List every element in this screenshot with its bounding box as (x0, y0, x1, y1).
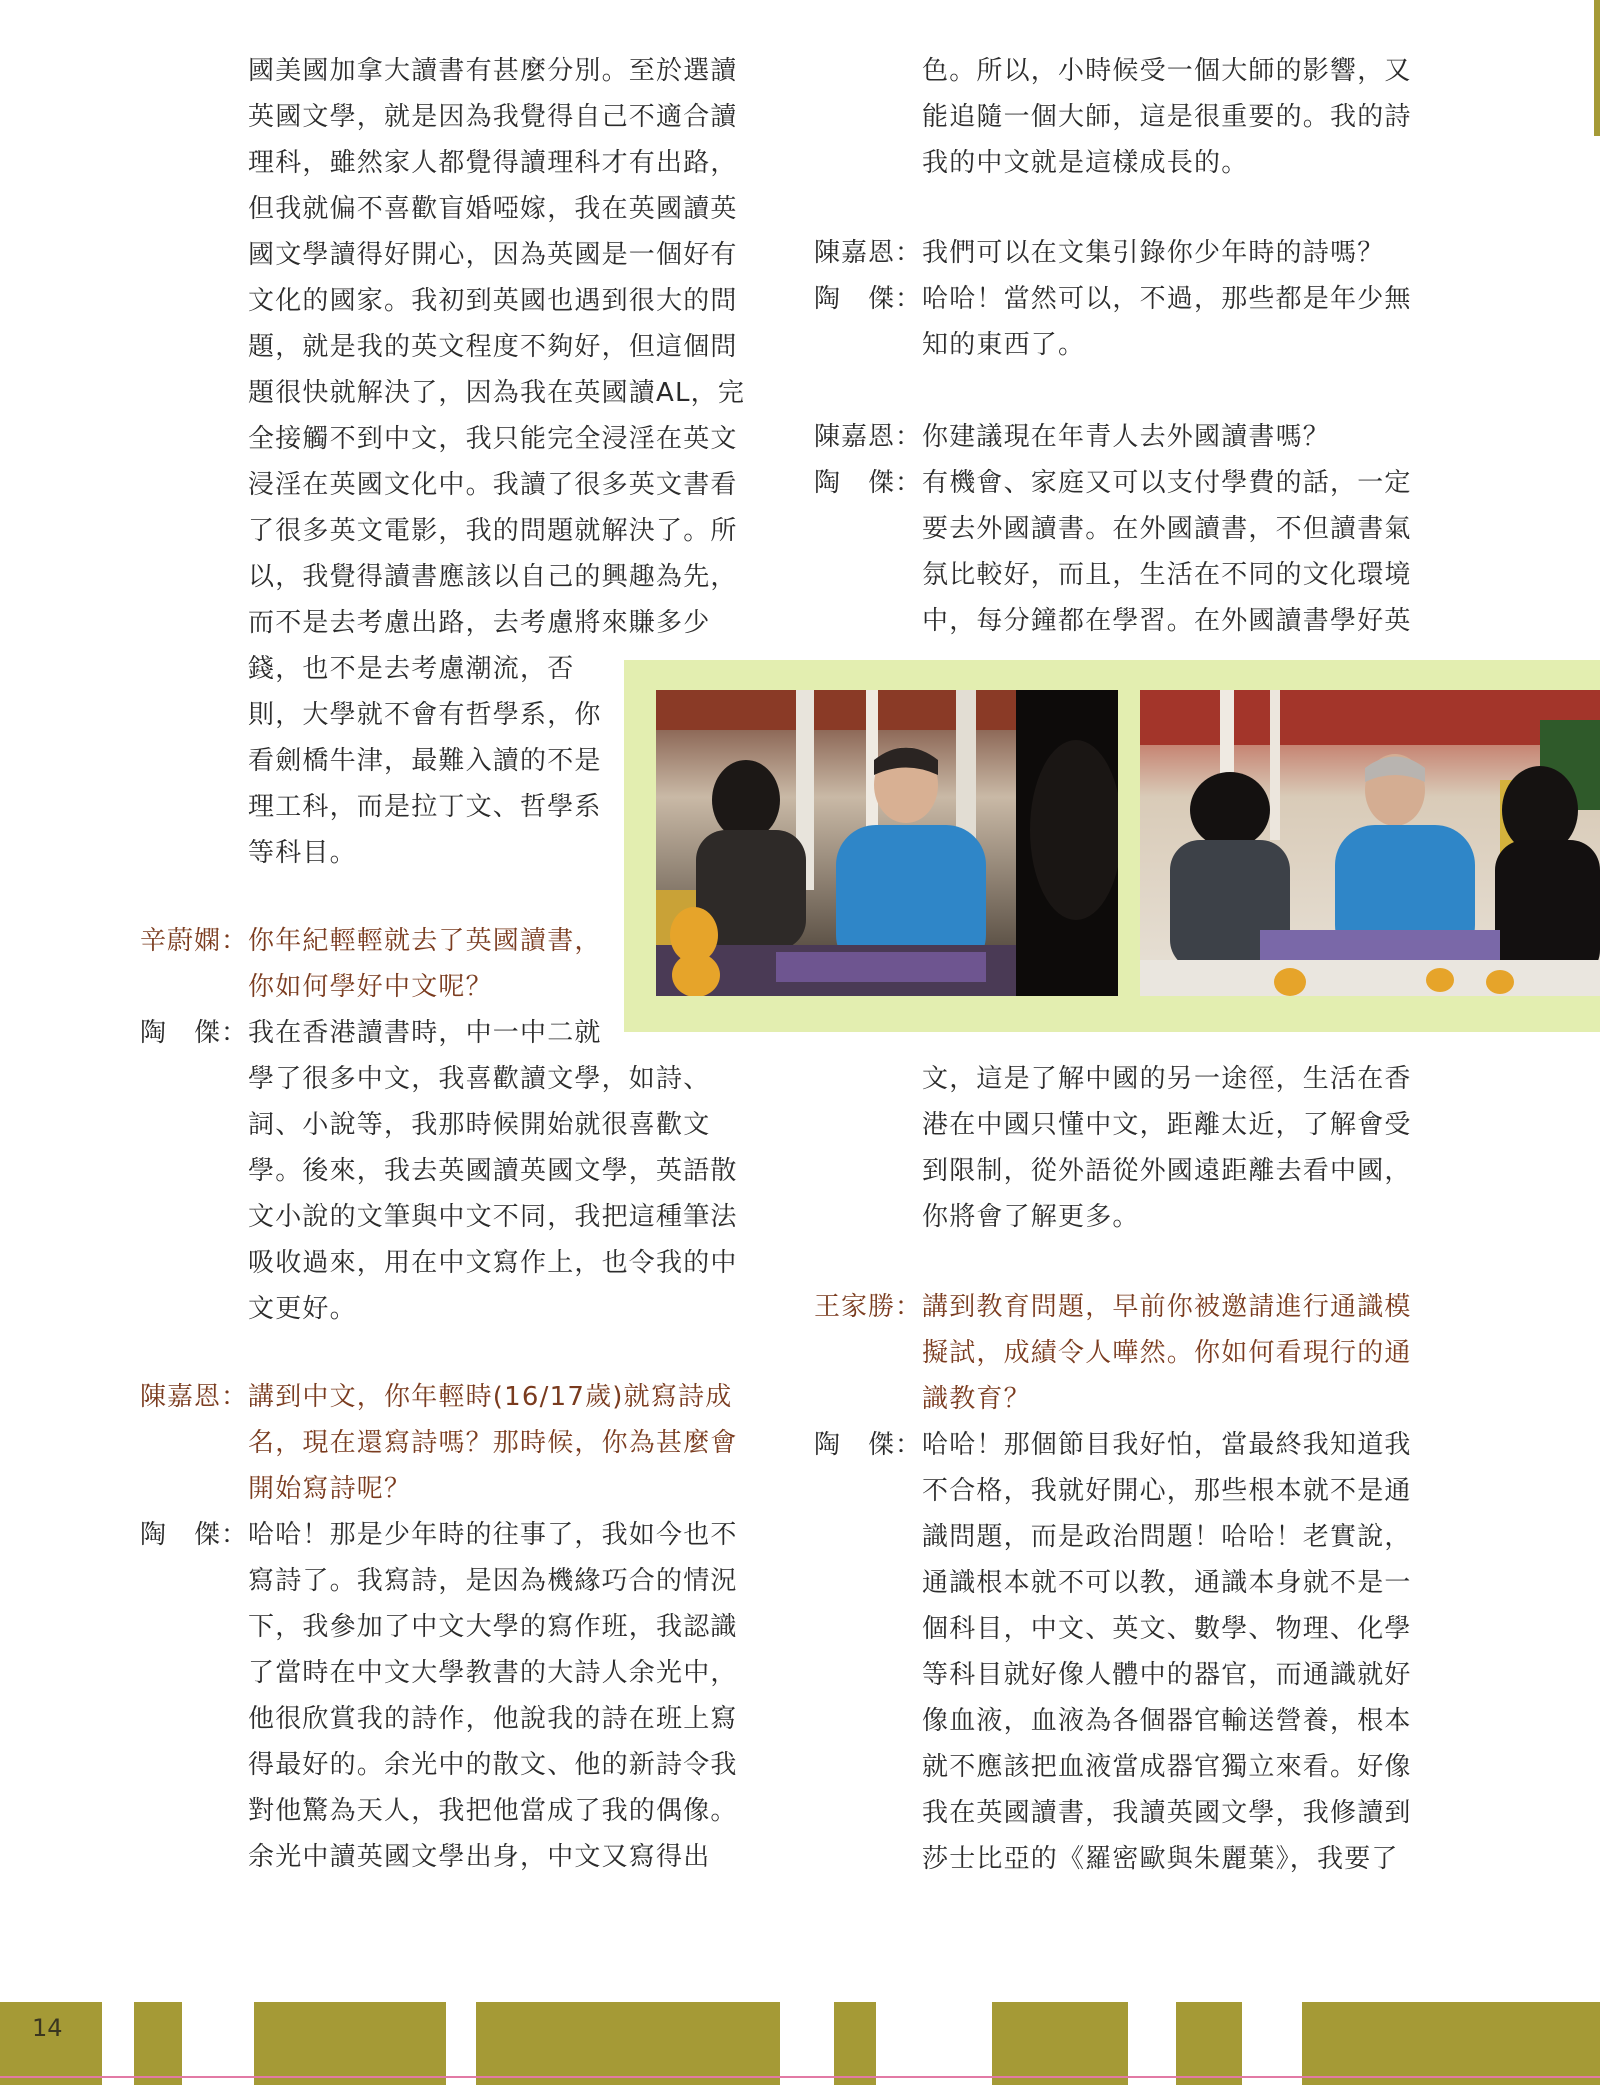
footer-rule (0, 2076, 1600, 2078)
answer-line: 對他驚為天人，我把他當成了我的偶像。 (248, 1796, 738, 1826)
question-line: 你年紀輕輕就去了英國讀書， (248, 926, 602, 956)
speaker-label: 陶 傑： (140, 1520, 249, 1550)
body-line: 但我就偏不喜歡盲婚啞嫁，我在英國讀英 (248, 194, 738, 224)
answer-line: 像血液，血液為各個器官輸送營養，根本 (922, 1706, 1412, 1736)
question-line: 識教育？ (922, 1384, 1031, 1414)
answer-line: 你將會了解更多。 (922, 1202, 1140, 1232)
speaker-label: 陶 傑： (140, 1018, 249, 1048)
answer-line: 有機會、家庭又可以支付學費的話，一定 (922, 468, 1412, 498)
answer-line: 就不應該把血液當成器官獨立來看。好像 (922, 1752, 1412, 1782)
speaker-label: 陳嘉恩： (814, 238, 923, 268)
footer-block-4 (476, 2002, 780, 2085)
body-line: 看劍橋牛津，最難入讀的不是 (248, 746, 602, 776)
body-line: 則，大學就不會有哲學系，你 (248, 700, 602, 730)
answer-line: 氛比較好，而且，生活在不同的文化環境 (922, 560, 1412, 590)
body-line: 題很快就解決了，因為我在英國讀AL，完 (248, 378, 746, 408)
speaker-label: 陶 傑： (814, 284, 923, 314)
answer-line: 詞、小說等，我那時候開始就很喜歡文 (248, 1110, 711, 1140)
speaker-label: 辛蔚嫻： (140, 926, 249, 956)
body-line: 國美國加拿大讀書有甚麼分別。至於選讀 (248, 56, 738, 86)
answer-line: 吸收過來，用在中文寫作上，也令我的中 (248, 1248, 738, 1278)
answer-line: 文，這是了解中國的另一途徑，生活在香 (922, 1064, 1412, 1094)
footer-block-7 (1176, 2002, 1242, 2085)
answer-line: 了當時在中文大學教書的大詩人余光中， (248, 1658, 738, 1688)
body-line: 全接觸不到中文，我只能完全浸淫在英文 (248, 424, 738, 454)
answer-line: 我在英國讀書，我讀英國文學，我修讀到 (922, 1798, 1412, 1828)
footer-block-2 (134, 2002, 182, 2085)
speaker-label: 王家勝： (814, 1292, 923, 1322)
question-line: 我們可以在文集引錄你少年時的詩嗎？ (922, 238, 1385, 268)
body-line: 理工科，而是拉丁文、哲學系 (248, 792, 602, 822)
photo-band (624, 660, 1600, 1032)
speaker-label: 陶 傑： (814, 1430, 923, 1460)
answer-line: 到限制，從外語從外國遠距離去看中國， (922, 1156, 1412, 1186)
answer-line: 中，每分鐘都在學習。在外國讀書學好英 (922, 606, 1412, 636)
answer-line: 哈哈！當然可以，不過，那些都是年少無 (922, 284, 1412, 314)
answer-line: 他很欣賞我的詩作，他說我的詩在班上寫 (248, 1704, 738, 1734)
footer-block-8 (1302, 2002, 1600, 2085)
answer-line: 學了很多中文，我喜歡讀文學，如詩、 (248, 1064, 711, 1094)
body-line: 國文學讀得好開心，因為英國是一個好有 (248, 240, 738, 270)
answer-line: 不合格，我就好開心，那些根本就不是通 (922, 1476, 1412, 1506)
body-line: 色。所以，小時候受一個大師的影響，又 (922, 56, 1412, 86)
right-edge-accent (1594, 0, 1600, 136)
answer-line: 哈哈！那是少年時的往事了，我如今也不 (248, 1520, 738, 1550)
answer-line: 通識根本就不可以教，通識本身就不是一 (922, 1568, 1412, 1598)
answer-line: 學。後來，我去英國讀英國文學，英語散 (248, 1156, 738, 1186)
answer-line: 余光中讀英國文學出身，中文又寫得出 (248, 1842, 711, 1872)
footer-block-3 (254, 2002, 446, 2085)
body-line: 能追隨一個大師，這是很重要的。我的詩 (922, 102, 1412, 132)
body-line: 以，我覺得讀書應該以自己的興趣為先， (248, 562, 738, 592)
question-line: 開始寫詩呢？ (248, 1474, 412, 1504)
body-line: 文化的國家。我初到英國也遇到很大的問 (248, 286, 738, 316)
answer-line: 知的東西了。 (922, 330, 1086, 360)
speaker-label: 陳嘉恩： (814, 422, 923, 452)
body-line: 而不是去考慮出路，去考慮將來賺多少 (248, 608, 711, 638)
speaker-label: 陳嘉恩： (140, 1382, 249, 1412)
interview-photo-left (656, 690, 1118, 996)
answer-line: 港在中國只懂中文，距離太近，了解會受 (922, 1110, 1412, 1140)
body-line: 等科目。 (248, 838, 357, 868)
question-line: 你如何學好中文呢？ (248, 972, 493, 1002)
answer-line: 下，我參加了中文大學的寫作班，我認識 (248, 1612, 738, 1642)
question-line: 講到教育問題，早前你被邀請進行通識模 (922, 1292, 1412, 1322)
body-line: 英國文學，就是因為我覺得自己不適合讀 (248, 102, 738, 132)
footer-block-5 (834, 2002, 876, 2085)
question-line: 講到中文，你年輕時(16/17歲)就寫詩成 (248, 1382, 733, 1412)
answer-line: 要去外國讀書。在外國讀書，不但讀書氣 (922, 514, 1412, 544)
speaker-label: 陶 傑： (814, 468, 923, 498)
answer-line: 文小說的文筆與中文不同，我把這種筆法 (248, 1202, 738, 1232)
question-line: 擬試，成績令人嘩然。你如何看現行的通 (922, 1338, 1412, 1368)
answer-line: 個科目，中文、英文、數學、物理、化學 (922, 1614, 1412, 1644)
body-line: 了很多英文電影，我的問題就解決了。所 (248, 516, 738, 546)
answer-line: 得最好的。余光中的散文、他的新詩令我 (248, 1750, 738, 1780)
answer-line: 寫詩了。我寫詩，是因為機緣巧合的情況 (248, 1566, 738, 1596)
body-line: 我的中文就是這樣成長的。 (922, 148, 1249, 178)
interview-photo-right (1140, 690, 1600, 996)
question-line: 你建議現在年青人去外國讀書嗎？ (922, 422, 1331, 452)
page-number: 14 (32, 2014, 63, 2042)
answer-line: 莎士比亞的《羅密歐與朱麗葉》，我要了 (922, 1844, 1399, 1874)
answer-line: 我在香港讀書時，中一中二就 (248, 1018, 602, 1048)
answer-line: 文更好。 (248, 1294, 357, 1324)
question-line: 名，現在還寫詩嗎？那時候，你為甚麼會 (248, 1428, 738, 1458)
answer-line: 等科目就好像人體中的器官，而通識就好 (922, 1660, 1412, 1690)
answer-line: 哈哈！那個節目我好怕，當最終我知道我 (922, 1430, 1412, 1460)
body-line: 浸淫在英國文化中。我讀了很多英文書看 (248, 470, 738, 500)
body-line: 理科，雖然家人都覺得讀理科才有出路， (248, 148, 738, 178)
answer-line: 識問題，而是政治問題！哈哈！老實說， (922, 1522, 1412, 1552)
footer-block-6 (992, 2002, 1128, 2085)
body-line: 題，就是我的英文程度不夠好，但這個問 (248, 332, 738, 362)
body-line: 錢，也不是去考慮潮流，否 (248, 654, 575, 684)
